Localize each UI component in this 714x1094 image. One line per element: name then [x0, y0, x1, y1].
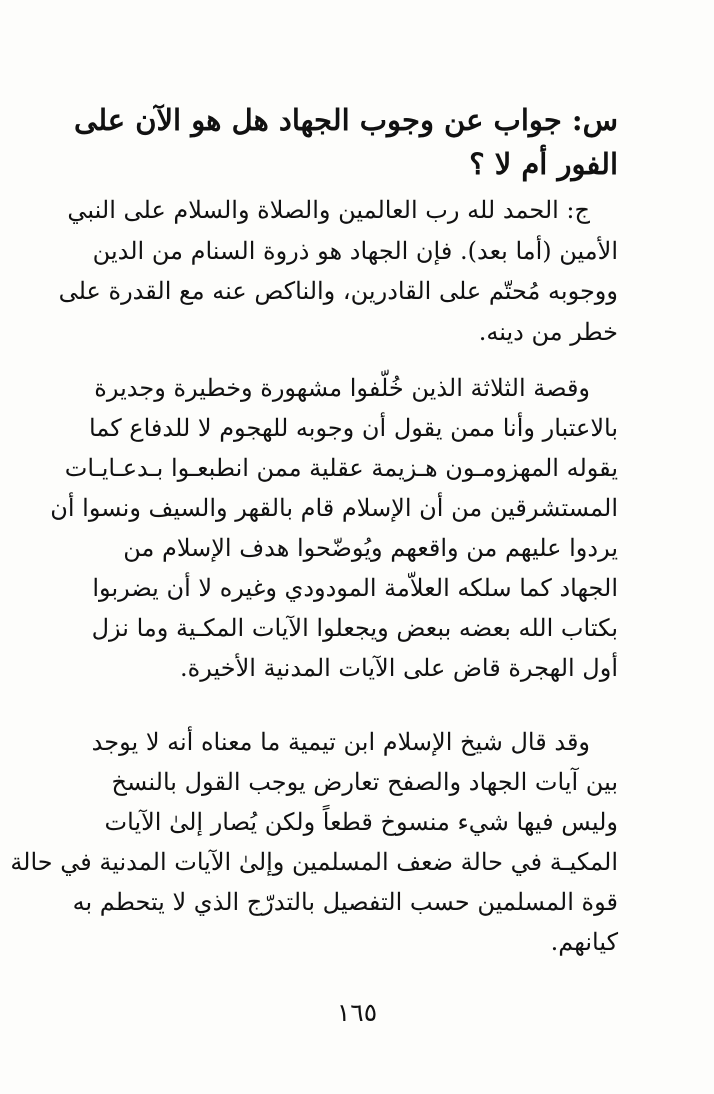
paragraph-line: أول الهجرة قاض على الآيات المدنية الأخيرة.: [180, 654, 618, 682]
answer-line: ووجوبه مُحتّم على القادرين، والناكص عنه مع القدرة على: [58, 277, 618, 305]
paragraph-line: كيانهم.: [550, 928, 618, 956]
paragraph-line: يردوا عليهم من واقعهم ويُوضّحوا هدف الإسلام من: [123, 534, 618, 562]
paragraph-line: المستشرقين من أن الإسلام قام بالقهر والسيف ونسوا أن: [50, 494, 618, 522]
paragraph-line: الجهاد كما سلكه العلاّمة المودودي وغيره لا أن يضربوا: [92, 574, 618, 602]
body-paragraph-2: [50, 368, 618, 688]
answer-line: الأمين (أما بعد). فإن الجهاد هو ذروة السنام من الدين: [92, 236, 618, 265]
paragraph-line: بالاعتبار وأنا ممن يقول أن وجوبه للهجوم لا للدفاع كما: [89, 414, 618, 442]
question-line: س: جواب عن وجوب الجهاد هل هو الآن على: [74, 103, 618, 137]
question-line: الفور أم لا ؟: [469, 147, 618, 181]
answer-paragraph: [58, 190, 618, 352]
answer-line: خطر من دينه.: [478, 317, 618, 346]
paragraph-line: وقد قال شيخ الإسلام ابن تيمية ما معناه أنه لا يوجد: [91, 728, 590, 756]
paragraph-line: وقصة الثلاثة الذين خُلّفوا مشهورة وخطيرة وجديرة: [94, 374, 590, 402]
paragraph-line: يقوله المهزومـون هـزيمة عقلية ممن انطبعـوا بـدعـايـات: [64, 454, 618, 482]
paragraph-line: المكيـة في حالة ضعف المسلمين وإلىٰ الآيات المدنية في حالة: [10, 848, 618, 876]
paragraph-line: قوة المسلمين حسب التفصيل بالتدرّج الذي لا يتحطم به: [72, 888, 618, 916]
paragraph-line: وليس فيها شيء منسوخ قطعاً ولكن يُصار إلىٰ الآيات: [104, 808, 618, 836]
question-heading: [74, 98, 618, 186]
answer-line: ج: الحمد لله رب العالمين والصلاة والسلام على النبي: [67, 196, 590, 224]
page-number: ١٦٥: [336, 998, 378, 1027]
body-paragraph-3: [10, 722, 618, 962]
paragraph-line: بين آيات الجهاد والصفح تعارض يوجب القول بالنسخ: [111, 768, 618, 796]
paragraph-line: بكتاب الله بعضه ببعض ويجعلوا الآيات المكـية وما نزل: [91, 614, 618, 642]
